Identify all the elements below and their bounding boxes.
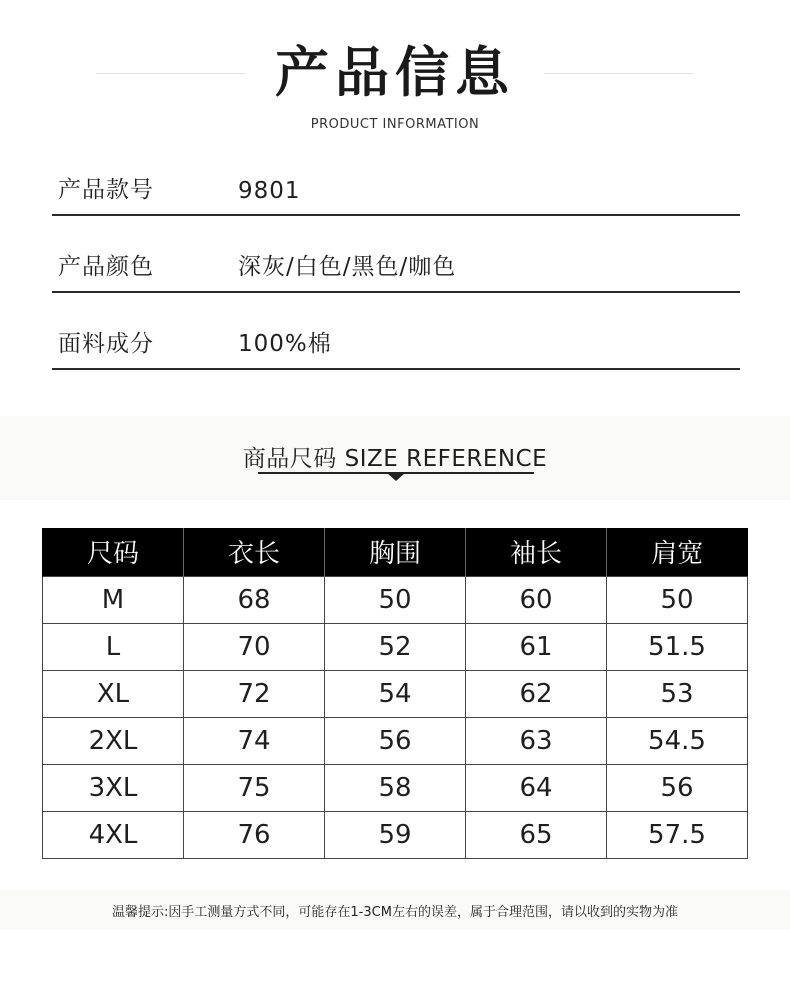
info-label: 产品颜色 <box>58 254 154 280</box>
table-cell: 63 <box>466 717 607 764</box>
size-table <box>42 528 748 859</box>
table-cell: 72 <box>184 670 325 717</box>
table-cell: 61 <box>466 623 607 670</box>
size-reference-title: 商品尺码 SIZE REFERENCE <box>242 446 548 472</box>
table-cell: 68 <box>184 576 325 623</box>
info-row-style-number <box>52 138 740 216</box>
table-row <box>43 670 748 717</box>
table-row <box>43 576 748 623</box>
col-header-length: 衣长 <box>184 528 325 576</box>
size-table-header-row <box>43 528 748 576</box>
col-header-chest: 胸围 <box>325 528 466 576</box>
table-cell: 56 <box>607 764 748 811</box>
table-cell: 60 <box>466 576 607 623</box>
table-cell: 50 <box>325 576 466 623</box>
info-row-color <box>52 215 740 293</box>
info-label: 产品款号 <box>58 177 154 203</box>
page-subtitle: PRODUCT INFORMATION <box>310 117 480 132</box>
table-cell: XL <box>43 670 184 717</box>
table-row <box>43 764 748 811</box>
table-row <box>43 623 748 670</box>
table-cell: 70 <box>184 623 325 670</box>
table-cell: 54 <box>325 670 466 717</box>
table-cell: 58 <box>325 764 466 811</box>
table-cell: M <box>43 576 184 623</box>
table-cell: 50 <box>607 576 748 623</box>
info-value: 9801 <box>238 178 301 204</box>
info-row-fabric <box>52 292 740 370</box>
table-cell: 75 <box>184 764 325 811</box>
table-cell: 52 <box>325 623 466 670</box>
table-cell: 62 <box>466 670 607 717</box>
table-cell: 76 <box>184 811 325 858</box>
table-cell: 65 <box>466 811 607 858</box>
measurement-note-banner <box>0 890 790 930</box>
info-value: 深灰/白色/黑色/咖色 <box>238 254 457 280</box>
table-cell: 64 <box>466 764 607 811</box>
table-cell: 54.5 <box>607 717 748 764</box>
table-cell: 74 <box>184 717 325 764</box>
table-cell: 57.5 <box>607 811 748 858</box>
table-cell: 59 <box>325 811 466 858</box>
table-cell: 53 <box>607 670 748 717</box>
table-cell: 51.5 <box>607 623 748 670</box>
caret-down-icon <box>387 473 405 481</box>
info-label: 面料成分 <box>58 331 154 357</box>
table-row <box>43 811 748 858</box>
table-row <box>43 717 748 764</box>
table-cell: 3XL <box>43 764 184 811</box>
size-reference-banner <box>0 416 790 500</box>
col-header-shoulder: 肩宽 <box>607 528 748 576</box>
table-cell: L <box>43 623 184 670</box>
table-cell: 4XL <box>43 811 184 858</box>
measurement-note: 温馨提示:因手工测量方式不同，可能存在1-3CM左右的误差，属于合理范围，请以收到的实物为准 <box>112 905 678 920</box>
col-header-size: 尺码 <box>43 528 184 576</box>
table-cell: 2XL <box>43 717 184 764</box>
col-header-sleeve: 袖长 <box>466 528 607 576</box>
product-info-header <box>0 0 790 150</box>
table-cell: 56 <box>325 717 466 764</box>
page-title: 产品信息 <box>275 41 515 104</box>
info-value: 100%棉 <box>238 331 332 357</box>
